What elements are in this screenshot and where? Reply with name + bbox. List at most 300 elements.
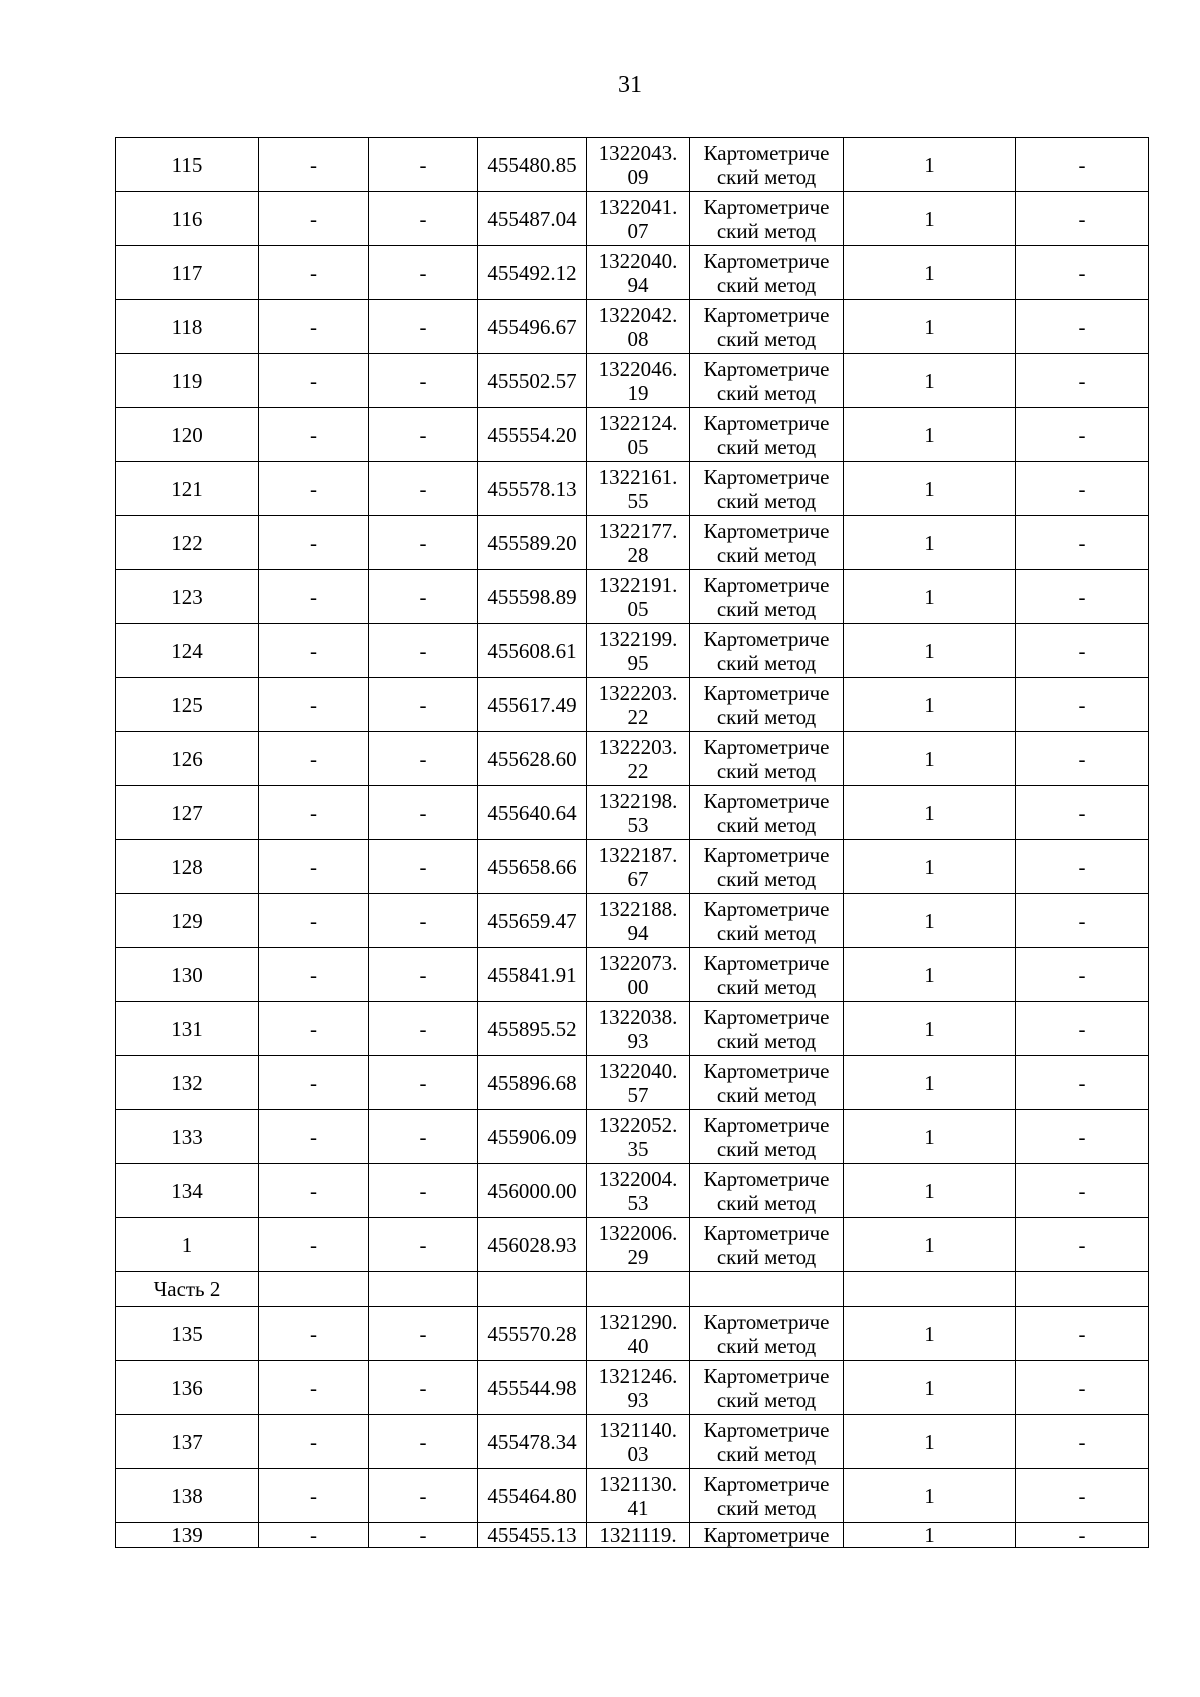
y-coordinate-cell [587, 678, 690, 732]
table-row [116, 192, 1149, 246]
table-row [116, 1002, 1149, 1056]
method-line-2: ский метод [716, 1136, 817, 1161]
y-coordinate-cell [587, 1002, 690, 1056]
dash-cell: - [1016, 894, 1149, 948]
table-row [116, 678, 1149, 732]
part-2-label: Часть 2 [116, 1272, 259, 1307]
dash-cell: - [259, 300, 369, 354]
y-int-part: 1321130. [599, 1471, 677, 1496]
x-coordinate-cell: 455658.66 [478, 840, 587, 894]
dash-cell: - [259, 192, 369, 246]
accuracy-cell: 1 [844, 732, 1016, 786]
method-cell [690, 678, 844, 732]
y-coordinate-cell [587, 516, 690, 570]
part-2-rows [116, 1307, 1149, 1523]
method-line-2: ский метод [716, 974, 817, 999]
table-row [116, 570, 1149, 624]
method-line-1: Картометриче [703, 896, 830, 921]
table-row [116, 354, 1149, 408]
part-2-section [116, 1272, 1149, 1307]
dash-cell: - [369, 948, 478, 1002]
dash-cell: - [259, 408, 369, 462]
dash-cell: - [369, 894, 478, 948]
x-coordinate-cell: 455598.89 [478, 570, 587, 624]
x-coordinate-cell: 455544.98 [478, 1361, 587, 1415]
method-line-2: ский метод [716, 1333, 817, 1358]
dash-cell: - [1016, 786, 1149, 840]
y-frac-part: 95 [627, 650, 649, 675]
table-row [116, 624, 1149, 678]
dash-cell: - [259, 570, 369, 624]
table-row [116, 138, 1149, 192]
method-line-1: Картометриче [703, 248, 830, 273]
dash-cell: - [369, 624, 478, 678]
point-number-cell: 119 [116, 354, 259, 408]
x-coordinate-cell: 455628.60 [478, 732, 587, 786]
accuracy-cell: 1 [844, 786, 1016, 840]
dash-cell: - [259, 624, 369, 678]
empty-cell [369, 1272, 478, 1307]
method-line-1: Картометриче [703, 1417, 830, 1442]
accuracy-cell: 1 [844, 1469, 1016, 1523]
y-int-part: 1322199. [598, 626, 678, 651]
dash-cell: - [1016, 1523, 1149, 1548]
dash-cell: - [369, 840, 478, 894]
y-frac-part: 53 [627, 1190, 649, 1215]
y-int-part: 1322040. [598, 1058, 678, 1083]
dash-cell: - [369, 1164, 478, 1218]
table-row [116, 516, 1149, 570]
method-line-1: Картометриче [703, 356, 830, 381]
point-number-cell: 132 [116, 1056, 259, 1110]
accuracy-cell: 1 [844, 894, 1016, 948]
point-number-cell: 131 [116, 1002, 259, 1056]
dash-cell: - [1016, 1056, 1149, 1110]
y-int-part: 1322038. [598, 1004, 678, 1029]
y-frac-part: 19 [627, 380, 649, 405]
y-int-part: 1322052. [598, 1112, 678, 1137]
method-line-2: ский метод [716, 164, 817, 189]
accuracy-cell: 1 [844, 408, 1016, 462]
method-cell [690, 1307, 844, 1361]
method-cell [690, 1056, 844, 1110]
y-coordinate-cell [587, 1361, 690, 1415]
method-line-2: ский метод [716, 920, 817, 945]
method-line-1: Картометриче [703, 1166, 830, 1191]
accuracy-cell: 1 [844, 1218, 1016, 1272]
point-number-cell: 139 [116, 1523, 259, 1548]
method-line-1: Картометриче [703, 1004, 830, 1029]
table-row [116, 1110, 1149, 1164]
point-number-cell: 125 [116, 678, 259, 732]
part-1-rows [116, 138, 1149, 1272]
y-frac-part: 29 [627, 1244, 649, 1269]
dash-cell: - [369, 678, 478, 732]
method-cell [690, 1361, 844, 1415]
last-row-section [116, 1523, 1149, 1548]
y-frac-part: 28 [627, 542, 649, 567]
dash-cell: - [1016, 1361, 1149, 1415]
table-row [116, 732, 1149, 786]
dash-cell: - [1016, 1110, 1149, 1164]
accuracy-cell: 1 [844, 840, 1016, 894]
y-int-part: 1321246. [598, 1363, 678, 1388]
point-number-cell: 136 [116, 1361, 259, 1415]
dash-cell: - [1016, 1469, 1149, 1523]
y-coordinate-cell [587, 948, 690, 1002]
method-cell [690, 192, 844, 246]
dash-cell: - [259, 678, 369, 732]
x-coordinate-cell: 455896.68 [478, 1056, 587, 1110]
dash-cell: - [1016, 300, 1149, 354]
dash-cell: - [369, 246, 478, 300]
y-frac-part: 57 [627, 1082, 649, 1107]
y-coordinate-cell [587, 300, 690, 354]
dash-cell: - [259, 1469, 369, 1523]
dash-cell: - [369, 408, 478, 462]
table-row [116, 1164, 1149, 1218]
y-frac-part: 35 [627, 1136, 649, 1161]
dash-cell: - [259, 138, 369, 192]
empty-cell [587, 1272, 690, 1307]
x-coordinate-cell: 455906.09 [478, 1110, 587, 1164]
y-frac-part: 93 [627, 1387, 649, 1412]
x-coordinate-cell: 455841.91 [478, 948, 587, 1002]
method-cell [690, 786, 844, 840]
method-line-1: Картометриче [703, 302, 830, 327]
point-number-cell: 130 [116, 948, 259, 1002]
accuracy-cell: 1 [844, 1164, 1016, 1218]
method-line-2: ский метод [716, 812, 817, 837]
point-number-cell: 129 [116, 894, 259, 948]
method-line-1: Картометриче [703, 788, 830, 813]
y-coordinate-cell [587, 1110, 690, 1164]
x-coordinate-cell: 455554.20 [478, 408, 587, 462]
dash-cell: - [369, 192, 478, 246]
method-cell [690, 138, 844, 192]
dash-cell: - [259, 948, 369, 1002]
y-coordinate-cell [587, 1469, 690, 1523]
dash-cell: - [259, 1164, 369, 1218]
y-coordinate-cell [587, 1415, 690, 1469]
method-cell [690, 948, 844, 1002]
method-line-2: ский метод [716, 1441, 817, 1466]
x-coordinate-cell: 455496.67 [478, 300, 587, 354]
dash-cell: - [1016, 732, 1149, 786]
method-cell [690, 1415, 844, 1469]
y-int-part: 1322043. [598, 140, 678, 165]
y-frac-part: 94 [627, 920, 649, 945]
point-number-cell: 121 [116, 462, 259, 516]
accuracy-cell: 1 [844, 1056, 1016, 1110]
point-number-cell: 135 [116, 1307, 259, 1361]
method-line-1: Картометриче [703, 194, 830, 219]
dash-cell: - [259, 1002, 369, 1056]
point-number-cell: 133 [116, 1110, 259, 1164]
method-cell [690, 1469, 844, 1523]
y-frac-part: 05 [627, 434, 649, 459]
dash-cell: - [1016, 624, 1149, 678]
dash-cell: - [259, 786, 369, 840]
y-frac-part: 93 [627, 1028, 649, 1053]
y-int-part: 1322191. [598, 572, 678, 597]
method-line-2: ский метод [716, 488, 817, 513]
dash-cell: - [1016, 678, 1149, 732]
dash-cell: - [369, 1415, 478, 1469]
y-coordinate-cell [587, 354, 690, 408]
point-number-cell: 116 [116, 192, 259, 246]
dash-cell: - [259, 1361, 369, 1415]
point-number-cell: 122 [116, 516, 259, 570]
accuracy-cell: 1 [844, 1523, 1016, 1548]
dash-cell: - [1016, 192, 1149, 246]
dash-cell: - [1016, 570, 1149, 624]
dash-cell: - [1016, 1415, 1149, 1469]
dash-cell: - [1016, 948, 1149, 1002]
y-int-part: 1322177. [598, 518, 678, 543]
y-frac-part: 03 [627, 1441, 649, 1466]
y-int-part: 1322203. [598, 734, 678, 759]
method-line-2: ский метод [716, 758, 817, 783]
dash-cell: - [1016, 1164, 1149, 1218]
method-cell [690, 516, 844, 570]
point-number-cell: 124 [116, 624, 259, 678]
dash-cell: - [369, 1523, 478, 1548]
dash-cell: - [1016, 354, 1149, 408]
method-cell [690, 840, 844, 894]
accuracy-cell: 1 [844, 1415, 1016, 1469]
x-coordinate-cell: 456000.00 [478, 1164, 587, 1218]
y-frac-part: 09 [627, 164, 649, 189]
dash-cell: - [369, 354, 478, 408]
point-number-cell: 128 [116, 840, 259, 894]
y-int-part: 1322161. [598, 464, 678, 489]
dash-cell: - [369, 1361, 478, 1415]
point-number-cell: 1 [116, 1218, 259, 1272]
dash-cell: - [369, 1002, 478, 1056]
y-coordinate-cell [587, 462, 690, 516]
dash-cell: - [369, 1469, 478, 1523]
method-line-2: ский метод [716, 380, 817, 405]
accuracy-cell: 1 [844, 1002, 1016, 1056]
accuracy-cell: 1 [844, 246, 1016, 300]
x-coordinate-cell: 455895.52 [478, 1002, 587, 1056]
y-int-part: 1322203. [598, 680, 678, 705]
part-2-header-row [116, 1272, 1149, 1307]
method-line-1: Картометриче [703, 950, 830, 975]
x-coordinate-cell: 455464.80 [478, 1469, 587, 1523]
dash-cell: - [1016, 1307, 1149, 1361]
y-coordinate-cell [587, 192, 690, 246]
x-coordinate-cell: 455480.85 [478, 138, 587, 192]
method-line-1: Картометриче [703, 1112, 830, 1137]
y-frac-part: 07 [627, 218, 649, 243]
method-line-2: ский метод [716, 272, 817, 297]
method-line-2: ский метод [716, 1028, 817, 1053]
y-coordinate-cell: 1321119. [587, 1523, 690, 1548]
accuracy-cell: 1 [844, 1307, 1016, 1361]
method-line-2: ский метод [716, 434, 817, 459]
y-frac-part: 55 [627, 488, 649, 513]
x-coordinate-cell: 456028.93 [478, 1218, 587, 1272]
y-coordinate-cell [587, 138, 690, 192]
dash-cell: - [369, 786, 478, 840]
y-int-part: 1321290. [598, 1309, 678, 1334]
y-coordinate-cell [587, 786, 690, 840]
x-coordinate-cell: 455659.47 [478, 894, 587, 948]
point-number-cell: 117 [116, 246, 259, 300]
accuracy-cell: 1 [844, 192, 1016, 246]
dash-cell: - [369, 462, 478, 516]
method-line-1: Картометриче [703, 572, 830, 597]
method-cell [690, 300, 844, 354]
dash-cell: - [259, 732, 369, 786]
dash-cell: - [259, 1110, 369, 1164]
y-int-part: 1321140. [599, 1417, 677, 1442]
y-frac-part: 22 [627, 758, 649, 783]
table-row [116, 1361, 1149, 1415]
x-coordinate-cell: 455455.13 [478, 1523, 587, 1548]
table-row [116, 1307, 1149, 1361]
accuracy-cell: 1 [844, 516, 1016, 570]
table-row [116, 300, 1149, 354]
y-int-part: 1322187. [598, 842, 678, 867]
x-coordinate-cell: 455617.49 [478, 678, 587, 732]
dash-cell: - [1016, 462, 1149, 516]
empty-cell [259, 1272, 369, 1307]
method-cell [690, 1218, 844, 1272]
dash-cell: - [369, 1307, 478, 1361]
point-number-cell: 126 [116, 732, 259, 786]
point-number-cell: 137 [116, 1415, 259, 1469]
table-row [116, 948, 1149, 1002]
dash-cell: - [259, 1218, 369, 1272]
y-coordinate-cell [587, 246, 690, 300]
y-frac-part: 67 [627, 866, 649, 891]
y-int-part: 1322046. [598, 356, 678, 381]
method-cell: Картометриче [690, 1523, 844, 1548]
method-cell [690, 408, 844, 462]
method-cell [690, 462, 844, 516]
dash-cell: - [1016, 1218, 1149, 1272]
dash-cell: - [259, 1056, 369, 1110]
method-cell [690, 246, 844, 300]
method-line-1: Картометриче [703, 1363, 830, 1388]
table-row [116, 1218, 1149, 1272]
method-cell [690, 570, 844, 624]
method-cell [690, 894, 844, 948]
dash-cell: - [369, 1110, 478, 1164]
y-coordinate-cell [587, 894, 690, 948]
dash-cell: - [259, 1307, 369, 1361]
dash-cell: - [1016, 1002, 1149, 1056]
accuracy-cell: 1 [844, 300, 1016, 354]
method-line-1: Картометриче [703, 518, 830, 543]
point-number-cell: 118 [116, 300, 259, 354]
y-frac-part: 41 [627, 1495, 649, 1520]
point-number-cell: 115 [116, 138, 259, 192]
method-line-2: ский метод [716, 542, 817, 567]
y-coordinate-cell [587, 840, 690, 894]
empty-cell [478, 1272, 587, 1307]
dash-cell: - [259, 894, 369, 948]
table-row [116, 840, 1149, 894]
y-int-part: 1322041. [598, 194, 678, 219]
point-number-cell: 138 [116, 1469, 259, 1523]
x-coordinate-cell: 455570.28 [478, 1307, 587, 1361]
page-number: 31 [618, 72, 642, 98]
empty-cell [690, 1272, 844, 1307]
accuracy-cell: 1 [844, 462, 1016, 516]
method-line-2: ский метод [716, 650, 817, 675]
dash-cell: - [1016, 408, 1149, 462]
accuracy-cell: 1 [844, 138, 1016, 192]
accuracy-cell: 1 [844, 678, 1016, 732]
method-cell [690, 624, 844, 678]
y-int-part: 1322006. [598, 1220, 678, 1245]
method-cell [690, 354, 844, 408]
method-line-1: Картометриче [703, 464, 830, 489]
y-frac-part: 40 [627, 1333, 649, 1358]
dash-cell: - [259, 840, 369, 894]
table-row [116, 894, 1149, 948]
method-line-2: ский метод [716, 1190, 817, 1215]
y-int-part: 1322042. [598, 302, 678, 327]
y-coordinate-cell [587, 732, 690, 786]
method-cell [690, 1110, 844, 1164]
dash-cell: - [1016, 246, 1149, 300]
table-row [116, 462, 1149, 516]
method-line-2: ский метод [716, 704, 817, 729]
dash-cell: - [369, 1056, 478, 1110]
y-coordinate-cell [587, 570, 690, 624]
y-frac-part: 22 [627, 704, 649, 729]
x-coordinate-cell: 455492.12 [478, 246, 587, 300]
method-line-1: Картометриче [703, 842, 830, 867]
table-row [116, 1469, 1149, 1523]
y-coordinate-cell [587, 1307, 690, 1361]
accuracy-cell: 1 [844, 1361, 1016, 1415]
dash-cell: - [259, 462, 369, 516]
method-line-2: ский метод [716, 218, 817, 243]
point-number-cell: 134 [116, 1164, 259, 1218]
table-row-last [116, 1523, 1149, 1548]
y-frac-part: 08 [627, 326, 649, 351]
empty-cell [1016, 1272, 1149, 1307]
y-frac-part: 53 [627, 812, 649, 837]
method-line-2: ский метод [716, 1244, 817, 1269]
method-cell [690, 732, 844, 786]
dash-cell: - [369, 570, 478, 624]
table-row [116, 1056, 1149, 1110]
method-line-1: Картометриче [703, 140, 830, 165]
x-coordinate-cell: 455589.20 [478, 516, 587, 570]
method-line-1: Картометриче [703, 1471, 830, 1496]
method-line-1: Картометриче [703, 734, 830, 759]
y-frac-part: 00 [627, 974, 649, 999]
y-int-part: 1322198. [598, 788, 678, 813]
dash-cell: - [259, 1523, 369, 1548]
y-frac-part: 05 [627, 596, 649, 621]
y-coordinate-cell [587, 624, 690, 678]
x-coordinate-cell: 455578.13 [478, 462, 587, 516]
dash-cell: - [369, 732, 478, 786]
method-line-1: Картометриче [703, 410, 830, 435]
y-coordinate-cell [587, 1056, 690, 1110]
table-row [116, 1415, 1149, 1469]
y-int-part: 1322073. [598, 950, 678, 975]
method-line-1: Картометриче [703, 1058, 830, 1083]
